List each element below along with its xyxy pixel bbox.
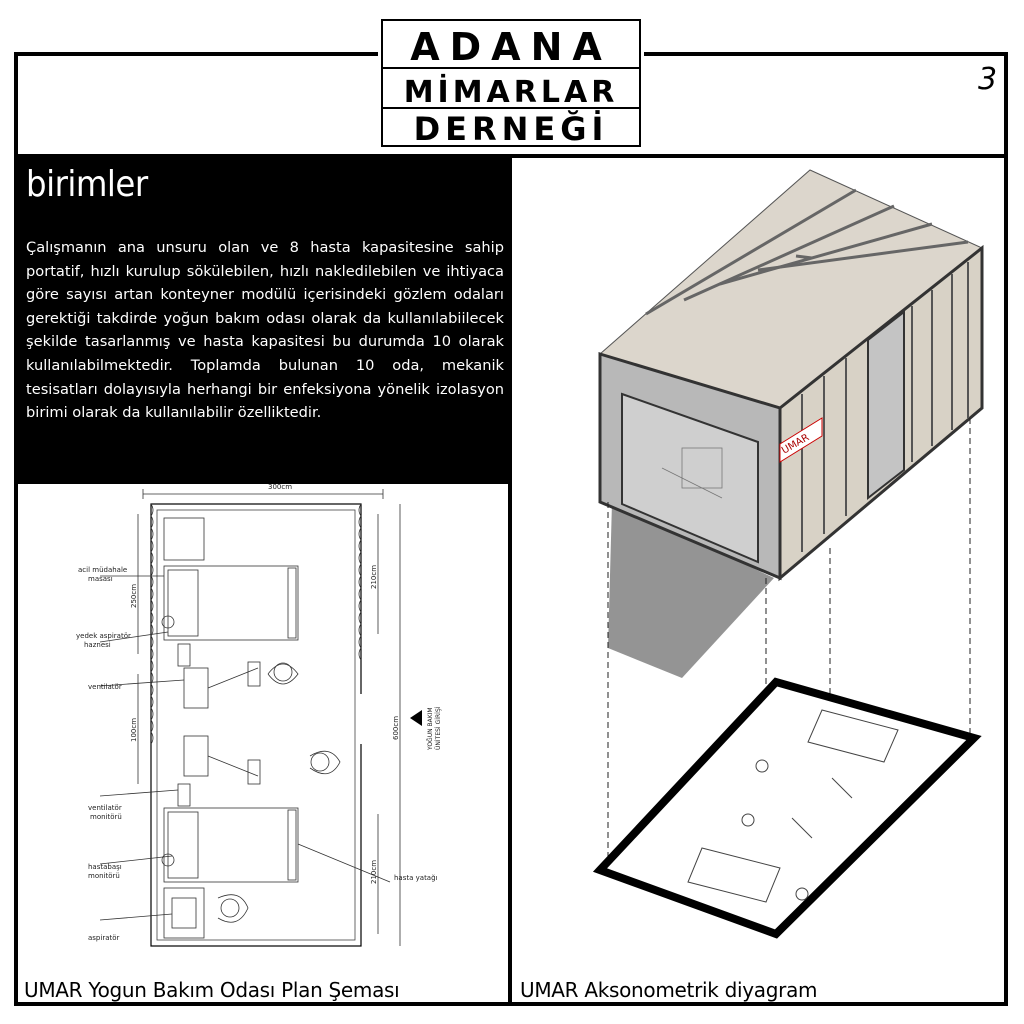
patient-bed-2 [164, 808, 298, 882]
sign-text: UMAR [780, 432, 812, 457]
emergency-table [164, 518, 204, 560]
dim-left-mid: 100cm [130, 717, 138, 742]
label-ventilator: ventilatör [88, 683, 122, 691]
plan-caption: UMAR Yogun Bakım Odası Plan Şeması [24, 978, 400, 1002]
dim-length: 600cm [392, 715, 400, 740]
entrance-label-2: ÜNİTESİ GİRİŞİ [435, 706, 442, 750]
patient-bed-1 [164, 566, 298, 640]
dim-bottom: 210cm [370, 859, 378, 884]
label-aspirator: aspiratör [88, 934, 120, 942]
axo-floor-plan [600, 682, 974, 934]
dim-top: 210cm [370, 564, 378, 589]
label-yatak: hasta yatağı [394, 874, 438, 882]
section-title: birimler [26, 164, 148, 205]
logo-graphic [378, 16, 644, 150]
section-box [14, 158, 512, 484]
logo-line-1: ADANA [410, 25, 612, 69]
label-acil-1: acil müdahale [78, 566, 128, 574]
dim-width: 300cm [268, 484, 293, 491]
page-number: 3 [978, 62, 998, 97]
label-vmon-1: ventilatör [88, 804, 122, 812]
label-hmon-2: monitörü [88, 872, 120, 880]
label-vmon-2: monitörü [90, 813, 122, 821]
label-yedek-1: yedek aspiratör [76, 632, 131, 640]
label-hmon-1: hastabaşı [88, 863, 122, 871]
logo-line-2: MİMARLAR [403, 75, 619, 110]
label-yedek-2: haznesi [84, 641, 111, 649]
dim-left-top: 250cm [130, 583, 138, 608]
label-acil-2: masası [88, 575, 113, 583]
axo-caption: UMAR Aksonometrik diyagram [520, 978, 818, 1002]
adana-mimarlar-dernegi-logo [378, 16, 644, 150]
logo-line-3: DERNEĞİ [413, 110, 609, 148]
axonometric-drawing [512, 158, 1004, 978]
entrance-arrow [410, 710, 422, 726]
entrance-label-1: YOĞUN BAKIM [427, 707, 434, 750]
section-body: Çalışmanın ana unsuru olan ve 8 hasta kapasitesine sahip portatif, hızlı kurulup sökülebilen, hızlı nakledilebilen ve ihtiyaca göre sayısı artan konteyner modülü içerisindeki gözlem odaları gerektiği takdirde yoğun bakım odası olarak da kullanılabiilecek şekilde tasarlanmış ve hasta kapasitesi bu durumda 10 olarak kullanılabilmektedir. Toplamda bulunan 10 oda, mekanik tesisatları dolayısıyla herhangi bir enfeksiyona yönelik izolasyon birimi olarak da kullanılabilir özelliktedir. [26, 239, 504, 422]
plan-drawing [18, 484, 508, 958]
